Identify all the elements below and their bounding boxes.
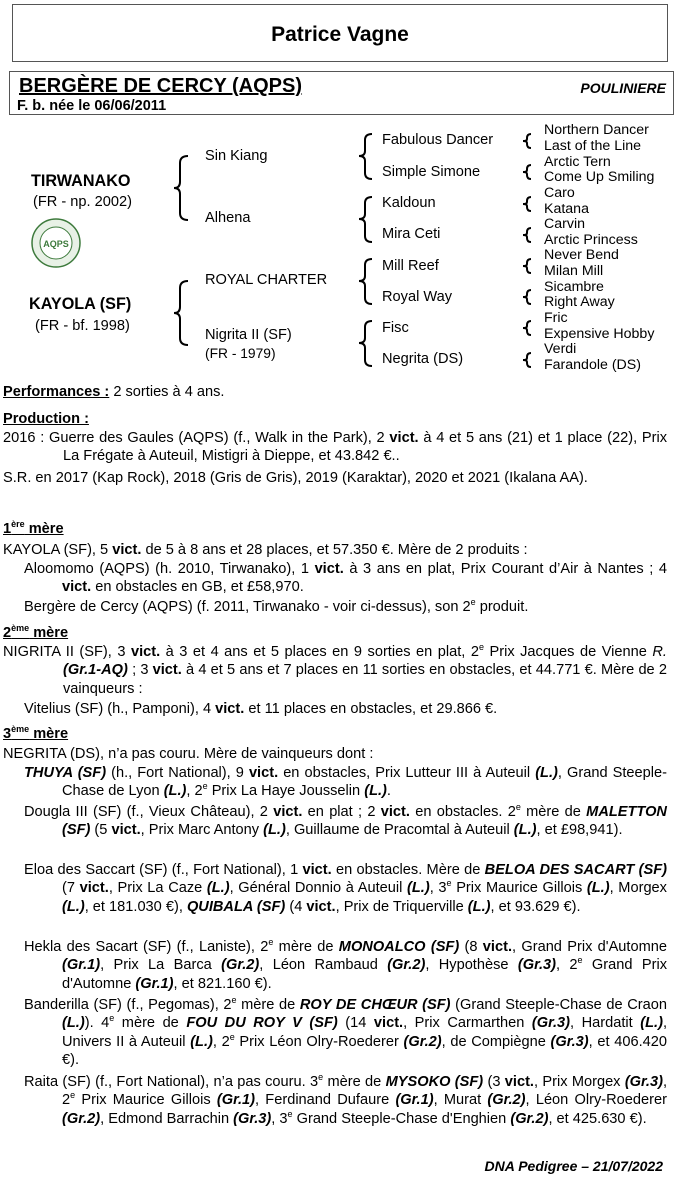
ped-g4-9: Milan Mill bbox=[544, 263, 604, 279]
ped-g4-7: Arctic Princess bbox=[544, 232, 638, 248]
ped-g4-0: Northern Dancer bbox=[544, 122, 649, 138]
ped-g4-11: Right Away bbox=[544, 294, 615, 310]
ped-g3-5: Royal Way bbox=[382, 289, 453, 305]
ped-g4-8: Never Bend bbox=[544, 247, 619, 263]
bracket-g3-2 bbox=[356, 196, 376, 246]
bracket-dam bbox=[172, 280, 192, 350]
aqps-logo bbox=[30, 217, 82, 269]
bracket-g4-4 bbox=[521, 225, 533, 245]
aqps-logo-text: AQPS bbox=[43, 239, 69, 249]
ped-g4-4: Caro bbox=[544, 185, 575, 201]
m1-main: KAYOLA (SF), 5 vict. de 5 à 8 ans et 28 places, et 57.350 €. Mère de 2 produits : bbox=[3, 542, 528, 558]
ped-sin-kiang: Sin Kiang bbox=[205, 148, 268, 164]
ped-g4-2: Arctic Tern bbox=[544, 154, 611, 170]
ped-g3-1: Simple Simone bbox=[382, 164, 481, 180]
ped-alhena: Alhena bbox=[205, 210, 251, 226]
ped-g4-15: Farandole (DS) bbox=[544, 357, 641, 373]
m1-aloomomo: Aloomomo (AQPS) (h. 2010, Tirwanako), 1 vict. à 3 ans en plat, Prix Courant d’Air à Nantes ; 4 vict. en obstacles en GB, et £58,970. bbox=[24, 561, 667, 596]
ped-g3-7: Negrita (DS) bbox=[382, 351, 464, 367]
m1-bergere: Bergère de Cercy (AQPS) (f. 2011, Tirwanako - voir ci-dessus), son 2e produit. bbox=[24, 597, 529, 615]
bracket-g4-7 bbox=[521, 318, 533, 338]
ped-g4-5: Katana bbox=[544, 201, 589, 217]
ped-royal-charter: ROYAL CHARTER bbox=[205, 272, 328, 288]
ped-nigrita: Nigrita II (SF) bbox=[205, 327, 292, 343]
ped-g4-6: Carvin bbox=[544, 216, 585, 232]
production-sr: S.R. en 2017 (Kap Rock), 2018 (Gris de Gris), 2019 (Karaktar), 2020 et 2021 (Ikalana AA). bbox=[3, 470, 588, 486]
production-2016: 2016 : Guerre des Gaules (AQPS) (f., Walk in the Park), 2 vict. à 4 et 5 ans (21) et 1 place (22), Prix La Frégate à Auteuil, Mistigri à Dieppe, et 43.842 €.. bbox=[3, 430, 668, 465]
m3-banderilla: Banderilla (SF) (f., Pegomas), 2e mère de ROY DE CHŒUR (SF) (Grand Steeple-Chase de Craon (L.)). 4e mère de FOU DU ROY V (SF) (14 vict., Prix Carmarthen (Gr.3), Hardatit (L.), Univers II à Auteuil (L.), 2e Prix Léon Olry-Roederer (Gr.2), de Compiègne (Gr.3), et 406.420 €). bbox=[24, 995, 668, 1069]
bracket-g3-4 bbox=[356, 320, 376, 370]
ped-g3-6: Fisc bbox=[382, 320, 409, 336]
bracket-g3-3 bbox=[356, 258, 376, 308]
bracket-g4-6 bbox=[521, 287, 533, 307]
bracket-g4-2 bbox=[521, 162, 533, 182]
m2-heading: 2ème mère bbox=[3, 623, 69, 641]
ped-g4-14: Verdi bbox=[544, 341, 577, 357]
performances bbox=[3, 383, 667, 401]
m2-vitelius: Vitelius (SF) (h., Pamponi), 4 vict. et 11 places en obstacles, et 29.866 €. bbox=[24, 701, 498, 717]
production-heading bbox=[3, 410, 667, 428]
bracket-g4-3 bbox=[521, 194, 533, 214]
footer: DNA Pedigree – 21/07/2022 bbox=[484, 1158, 663, 1174]
m1-heading: 1ère mère bbox=[3, 519, 64, 537]
m2-main: NIGRITA II (SF), 3 vict. à 3 et 4 ans et 5 places en 9 sorties en plat, 2e Prix Jacques de Vienne R. (Gr.1-AQ) ; 3 vict. à 4 et 5 ans et 7 places en 11 sorties en obstacles, et 44.771 €. Mère de 2 vainqueurs : bbox=[3, 642, 667, 697]
ped-g3-2: Kaldoun bbox=[382, 195, 436, 211]
bracket-g4-1 bbox=[521, 131, 533, 151]
m3-eloa: Eloa des Saccart (SF) (f., Fort National), 1 vict. en obstacles. Mère de BELOA DES SACART (SF) (7 vict., Prix La Caze (L.), Général Donnio à Auteuil (L.), 3e Prix Maurice Gillois (L.), Morgex (L.), et 181.030 €), QUIBALA (SF) (4 vict., Prix de Triquerville (L.), et 93.629 €). bbox=[24, 862, 667, 915]
bracket-sire bbox=[172, 155, 192, 225]
sire-info: (FR - np. 2002) bbox=[33, 194, 132, 210]
ped-g3-4: Mill Reef bbox=[382, 258, 439, 274]
breeder-box bbox=[12, 4, 668, 62]
ped-g4-10: Sicambre bbox=[544, 279, 604, 295]
production-label: Production : bbox=[3, 411, 89, 427]
ped-g3-0: Fabulous Dancer bbox=[382, 132, 494, 148]
m3-thuya: THUYA (SF) (h., Fort National), 9 vict. en obstacles, Prix Lutteur III à Auteuil (L.), Grand Steeple-Chase de Lyon (L.), 2e Prix La Haye Jousselin (L.). bbox=[24, 765, 667, 800]
performances-label: Performances : bbox=[3, 384, 110, 400]
ped-nigrita-info: (FR - 1979) bbox=[205, 346, 276, 361]
horse-header bbox=[9, 71, 674, 115]
m3-dougla: Dougla III (SF) (f., Vieux Château), 2 vict. en plat ; 2 vict. en obstacles. 2e mère de MALETTON (SF) (5 vict., Prix Marc Antony (L.), Guillaume de Pracomtal à Auteuil (L.), et £98,941). bbox=[24, 802, 667, 839]
horse-name: BERGÈRE DE CERCY (AQPS) bbox=[19, 75, 303, 97]
m3-hekla: Hekla des Sacart (SF) (f., Laniste), 2e mère de MONOALCO (SF) (8 vict., Grand Prix d'Automne (Gr.1), Prix La Barca (Gr.2), Léon Rambaud (Gr.2), Hypothèse (Gr.3), 2e Grand Prix d'Automne (Gr.1), et 821.160 €). bbox=[24, 937, 667, 992]
sire-name: TIRWANAKO bbox=[31, 172, 131, 190]
ped-g4-3: Come Up Smiling bbox=[544, 169, 655, 185]
ped-g3-3: Mira Ceti bbox=[382, 226, 441, 242]
m3-heading: 3ème mère bbox=[3, 724, 69, 742]
breeder-name: Patrice Vagne bbox=[271, 23, 409, 46]
ped-g4-12: Fric bbox=[544, 310, 568, 326]
dam-info: (FR - bf. 1998) bbox=[35, 318, 130, 334]
ped-g4-1: Last of the Line bbox=[544, 138, 642, 154]
dam-name: KAYOLA (SF) bbox=[29, 295, 132, 313]
performances-text: 2 sorties à 4 ans. bbox=[113, 384, 225, 400]
horse-status: POULINIERE bbox=[580, 80, 666, 96]
bracket-g4-5 bbox=[521, 256, 533, 276]
ped-g4-13: Expensive Hobby bbox=[544, 326, 655, 342]
bracket-g4-8 bbox=[521, 350, 533, 370]
m3-raita: Raita (SF) (f., Fort National), n’a pas couru. 3e mère de MYSOKO (SF) (3 vict., Prix Morgex (Gr.3), 2e Prix Maurice Gillois (Gr.1), Ferdinand Dufaure (Gr.1), Murat (Gr.2), Léon Olry-Roederer (Gr.2), Edmond Barrachin (Gr.3), 3e Grand Steeple-Chase d'Enghien (Gr.2), et 425.630 €). bbox=[24, 1072, 667, 1127]
m3-intro: NEGRITA (DS), n’a pas couru. Mère de vainqueurs dont : bbox=[3, 746, 374, 762]
bracket-g3-1 bbox=[356, 133, 376, 183]
horse-details: F. b. née le 06/06/2011 bbox=[17, 98, 167, 114]
